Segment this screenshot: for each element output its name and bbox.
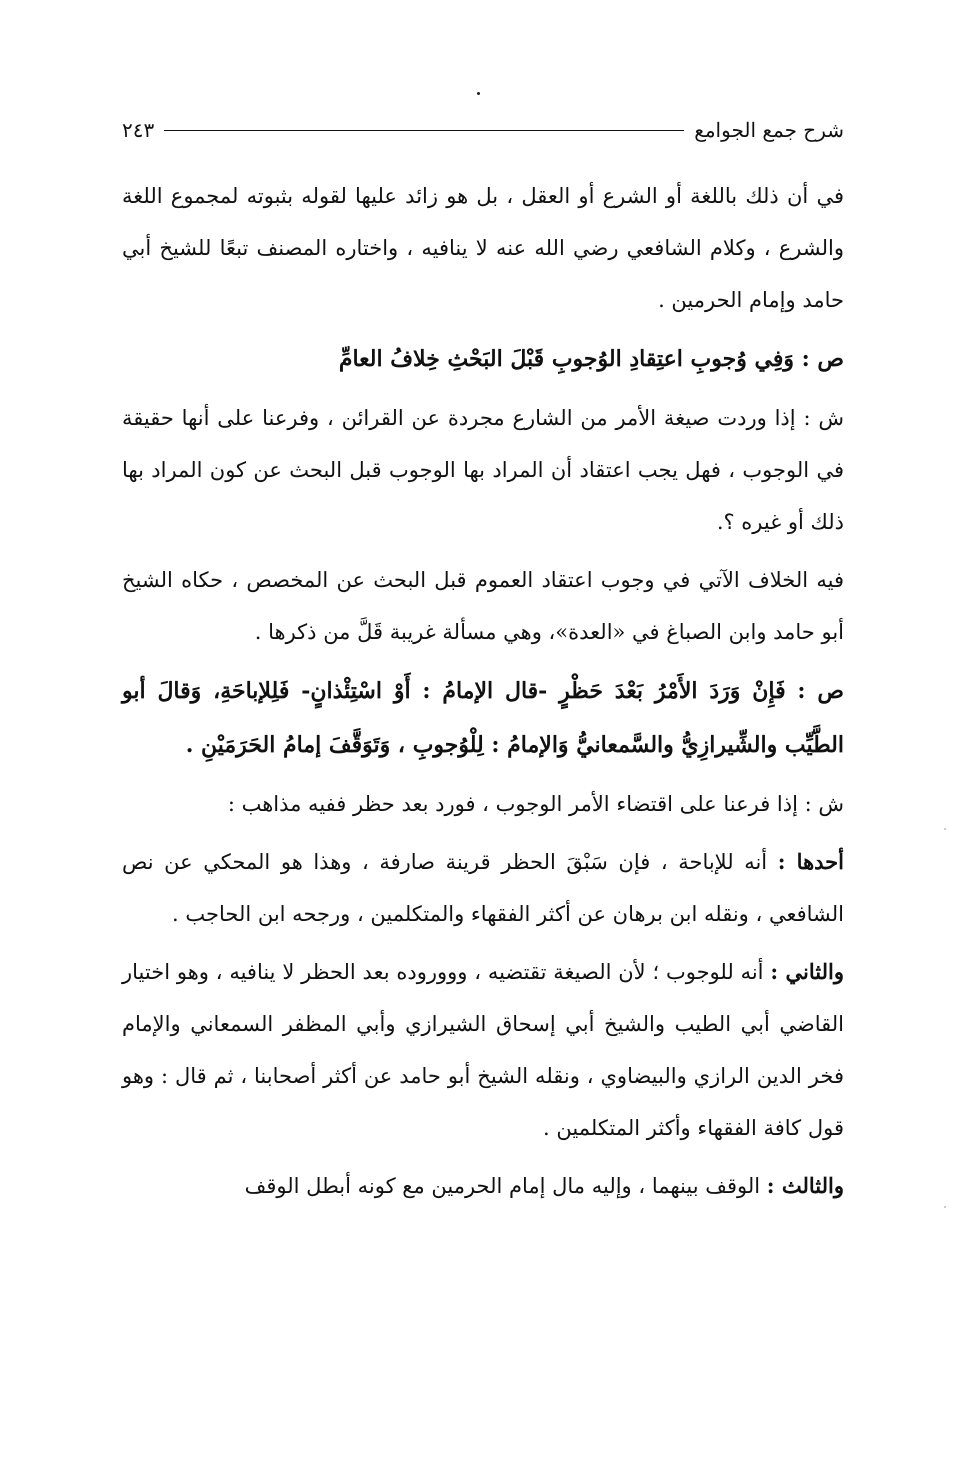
opinion-text: أنه للوجوب ؛ لأن الصيغة تقتضيه ، وووروده بعد الحظر لا ينافيه ، وهو اختيار القاضي أبي الطيب والشيخ أبي إسحاق الشيرازي وأبي المظفر السمعاني والإمام فخر الدين الرازي والبيضاوي ، ونقله الشيخ أبو حامد عن أكثر أصحابنا ، ثم قال : وهو قول كافة الفقهاء وأكثر المتكلمين .: [122, 960, 844, 1140]
matn-paragraph: ص : وَفِي وُجوبِ اعتِقادِ الوُجوبِ قَبْلَ البَحْثِ خِلافُ العامِّ: [338, 346, 844, 372]
opinion-text: أنه للإباحة ، فإن سَبْقَ الحظر قرينة صارفة ، وهذا هو المحكي عن نص الشافعي ، ونقله ابن برهان عن أكثر الفقهاء والمتكلمين ، ورجحه ابن الحاجب .: [122, 850, 844, 926]
opinion-paragraph: [122, 946, 844, 1154]
page-body: [122, 170, 844, 1218]
opinion-text: الوقف بينهما ، وإليه مال إمام الحرمين مع كونه أبطل الوقف: [244, 1174, 761, 1198]
opinion-label: أحدها :: [777, 849, 844, 874]
scan-speck: [944, 1206, 946, 1208]
opinion-paragraph: [122, 836, 844, 940]
commentary-paragraph: فيه الخلاف الآتي في وجوب اعتقاد العموم قبل البحث عن المخصص ، حكاه الشيخ أبو حامد وابن الصباغ في «العدة»، وهي مسألة غريبة قَلَّ من ذكرها .: [122, 568, 844, 644]
page-number: ٢٤٣: [122, 118, 155, 142]
opinion-paragraph: [122, 1160, 844, 1212]
commentary-paragraph: ش : إذا وردت صيغة الأمر من الشارع مجردة عن القرائن ، وفرعنا على أنها حقيقة في الوجوب ، فهل يجب اعتقاد أن المراد بها الوجوب قبل البحث عن كون المراد بها ذلك أو غيره ؟.: [122, 406, 844, 534]
print-dot: [477, 92, 480, 95]
page-header: [122, 112, 844, 148]
opinion-label: والثاني :: [770, 959, 845, 984]
matn-paragraph: ص : فَإِنْ وَرَدَ الأَمْرُ بَعْدَ حَظْرٍ -قال الإمامُ : أَوْ اسْتِئْذانٍ- فَلِلإباحَةِ، وَقالَ أبو الطَّيِّب والشِّيرازِيُّ والسَّمعانيُّ وَالإمامُ : لِلْوُجوبِ ، وَتَوَقَّفَ إمامُ الحَرَمَيْنِ .: [122, 678, 844, 758]
scan-speck: [944, 828, 946, 830]
commentary-paragraph: في أن ذلك باللغة أو الشرع أو العقل ، بل هو زائد عليها لقوله بثبوته لمجموع اللغة والشرع ، وكلام الشافعي رضي الله عنه لا ينافيه ، واختاره المصنف تبعًا للشيخ أبي حامد وإمام الحرمين .: [122, 184, 844, 312]
opinion-label: والثالث :: [766, 1173, 844, 1198]
commentary-paragraph: ش : إذا فرعنا على اقتضاء الأمر الوجوب ، فورد بعد حظر ففيه مذاهب :: [227, 792, 844, 816]
running-title: شرح جمع الجوامع: [694, 118, 844, 142]
header-rule: [164, 130, 684, 131]
